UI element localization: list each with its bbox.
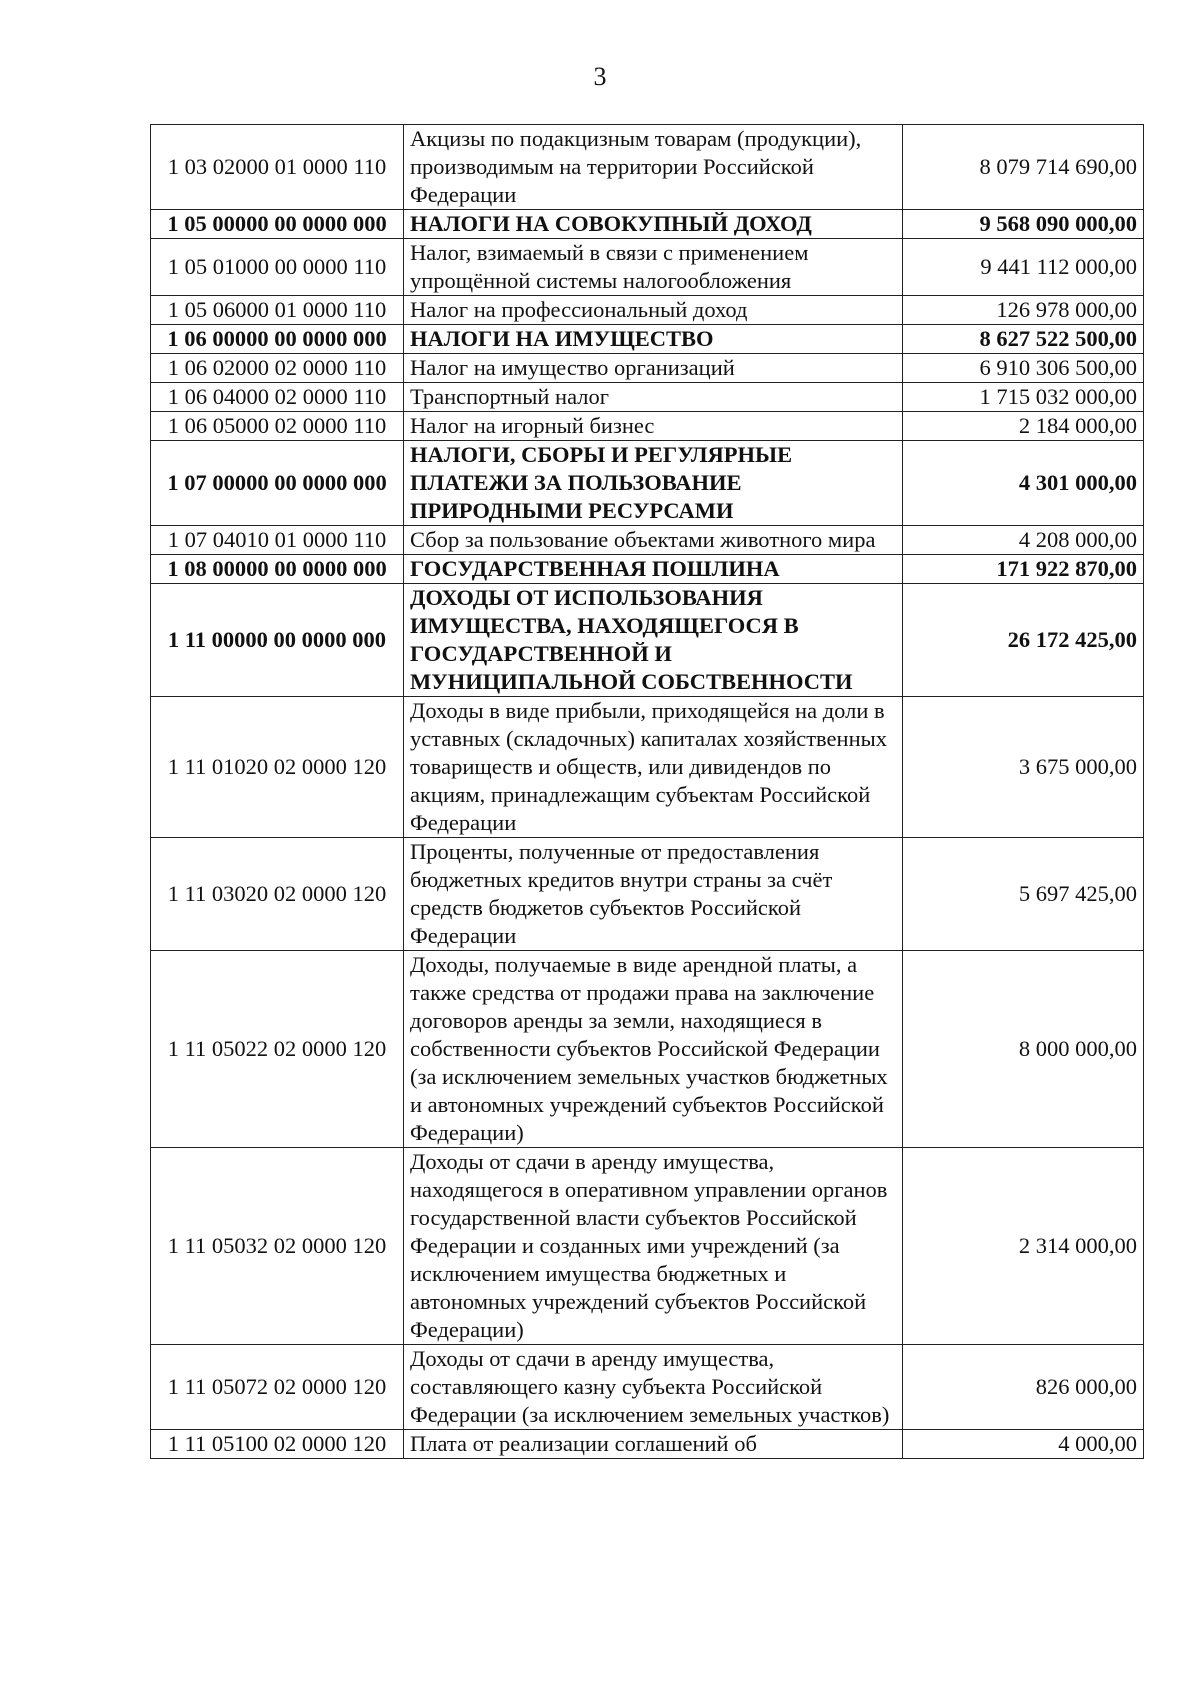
row-code: 1 03 02000 01 0000 110: [151, 125, 404, 210]
table-row: [151, 325, 1144, 354]
row-name: НАЛОГИ НА ИМУЩЕСТВО: [404, 325, 903, 354]
row-amount: 9 441 112 000,00: [903, 239, 1144, 296]
row-name: Доходы от сдачи в аренду имущества, находящегося в оперативном управлении органов государственной власти субъектов Российской Федерации и созданных ими учреждений (за исключением имущества бюджетных и автономных учреждений субъектов Российской Федерации): [404, 1148, 903, 1345]
table-row: [151, 441, 1144, 526]
table-row: [151, 383, 1144, 412]
row-name: Проценты, полученные от предоставления бюджетных кредитов внутри страны за счёт средств бюджетов субъектов Российской Федерации: [404, 838, 903, 951]
row-name: НАЛОГИ, СБОРЫ И РЕГУЛЯРНЫЕ ПЛАТЕЖИ ЗА ПОЛЬЗОВАНИЕ ПРИРОДНЫМИ РЕСУРСАМИ: [404, 441, 903, 526]
table-row: [151, 210, 1144, 239]
row-name: Доходы от сдачи в аренду имущества, составляющего казну субъекта Российской Федерации (за исключением земельных участков): [404, 1345, 903, 1430]
row-code: 1 07 00000 00 0000 000: [151, 441, 404, 526]
row-name: Налог на игорный бизнес: [404, 412, 903, 441]
row-code: 1 11 01020 02 0000 120: [151, 697, 404, 838]
row-amount: 26 172 425,00: [903, 584, 1144, 697]
table-row: [151, 838, 1144, 951]
row-code: 1 11 03020 02 0000 120: [151, 838, 404, 951]
row-name: Налог на имущество организаций: [404, 354, 903, 383]
row-name: ДОХОДЫ ОТ ИСПОЛЬЗОВАНИЯ ИМУЩЕСТВА, НАХОДЯЩЕГОСЯ В ГОСУДАРСТВЕННОЙ И МУНИЦИПАЛЬНОЙ СОБСТВЕННОСТИ: [404, 584, 903, 697]
revenue-table: [150, 124, 1144, 1459]
row-name: Налог на профессиональный доход: [404, 296, 903, 325]
table-row: [151, 526, 1144, 555]
row-amount: 826 000,00: [903, 1345, 1144, 1430]
table-row: [151, 555, 1144, 584]
row-name: Транспортный налог: [404, 383, 903, 412]
row-amount: 4 000,00: [903, 1430, 1144, 1459]
row-amount: 6 910 306 500,00: [903, 354, 1144, 383]
table-row: [151, 412, 1144, 441]
row-code: 1 11 05032 02 0000 120: [151, 1148, 404, 1345]
row-amount: 5 697 425,00: [903, 838, 1144, 951]
row-name: ГОСУДАРСТВЕННАЯ ПОШЛИНА: [404, 555, 903, 584]
row-code: 1 08 00000 00 0000 000: [151, 555, 404, 584]
table-row: [151, 125, 1144, 210]
row-amount: 4 208 000,00: [903, 526, 1144, 555]
row-code: 1 11 05022 02 0000 120: [151, 951, 404, 1148]
row-code: 1 11 00000 00 0000 000: [151, 584, 404, 697]
row-amount: 1 715 032 000,00: [903, 383, 1144, 412]
table-row: [151, 1148, 1144, 1345]
table-row: [151, 354, 1144, 383]
row-amount: 171 922 870,00: [903, 555, 1144, 584]
row-amount: 126 978 000,00: [903, 296, 1144, 325]
row-code: 1 05 06000 01 0000 110: [151, 296, 404, 325]
row-name: Доходы в виде прибыли, приходящейся на доли в уставных (складочных) капиталах хозяйственных товариществ и обществ, или дивидендов по акциям, принадлежащим субъектам Российской Федерации: [404, 697, 903, 838]
row-name: НАЛОГИ НА СОВОКУПНЫЙ ДОХОД: [404, 210, 903, 239]
row-code: 1 07 04010 01 0000 110: [151, 526, 404, 555]
page-number: 3: [593, 62, 607, 91]
row-code: 1 06 05000 02 0000 110: [151, 412, 404, 441]
row-code: 1 06 04000 02 0000 110: [151, 383, 404, 412]
table-row: [151, 239, 1144, 296]
row-name: Сбор за пользование объектами животного мира: [404, 526, 903, 555]
row-amount: 8 000 000,00: [903, 951, 1144, 1148]
row-code: 1 11 05100 02 0000 120: [151, 1430, 404, 1459]
row-code: 1 06 00000 00 0000 000: [151, 325, 404, 354]
row-name: Акцизы по подакцизным товарам (продукции), производимым на территории Российской Федерации: [404, 125, 903, 210]
table-row: [151, 296, 1144, 325]
row-amount: 9 568 090 000,00: [903, 210, 1144, 239]
row-amount: 2 184 000,00: [903, 412, 1144, 441]
row-code: 1 11 05072 02 0000 120: [151, 1345, 404, 1430]
row-code: 1 06 02000 02 0000 110: [151, 354, 404, 383]
table-row: [151, 584, 1144, 697]
row-name: Налог, взимаемый в связи с применением упрощённой системы налогообложения: [404, 239, 903, 296]
table-row: [151, 1430, 1144, 1459]
row-code: 1 05 01000 00 0000 110: [151, 239, 404, 296]
table-row: [151, 1345, 1144, 1430]
row-name: Плата от реализации соглашений об: [404, 1430, 903, 1459]
table-row: [151, 697, 1144, 838]
row-name: Доходы, получаемые в виде арендной платы, а также средства от продажи права на заключение договоров аренды за земли, находящиеся в собственности субъектов Российской Федерации (за исключением земельных участков бюджетных и автономных учреждений субъектов Российской Федерации): [404, 951, 903, 1148]
row-amount: 2 314 000,00: [903, 1148, 1144, 1345]
row-code: 1 05 00000 00 0000 000: [151, 210, 404, 239]
table-row: [151, 951, 1144, 1148]
row-amount: 8 079 714 690,00: [903, 125, 1144, 210]
row-amount: 8 627 522 500,00: [903, 325, 1144, 354]
row-amount: 4 301 000,00: [903, 441, 1144, 526]
row-amount: 3 675 000,00: [903, 697, 1144, 838]
